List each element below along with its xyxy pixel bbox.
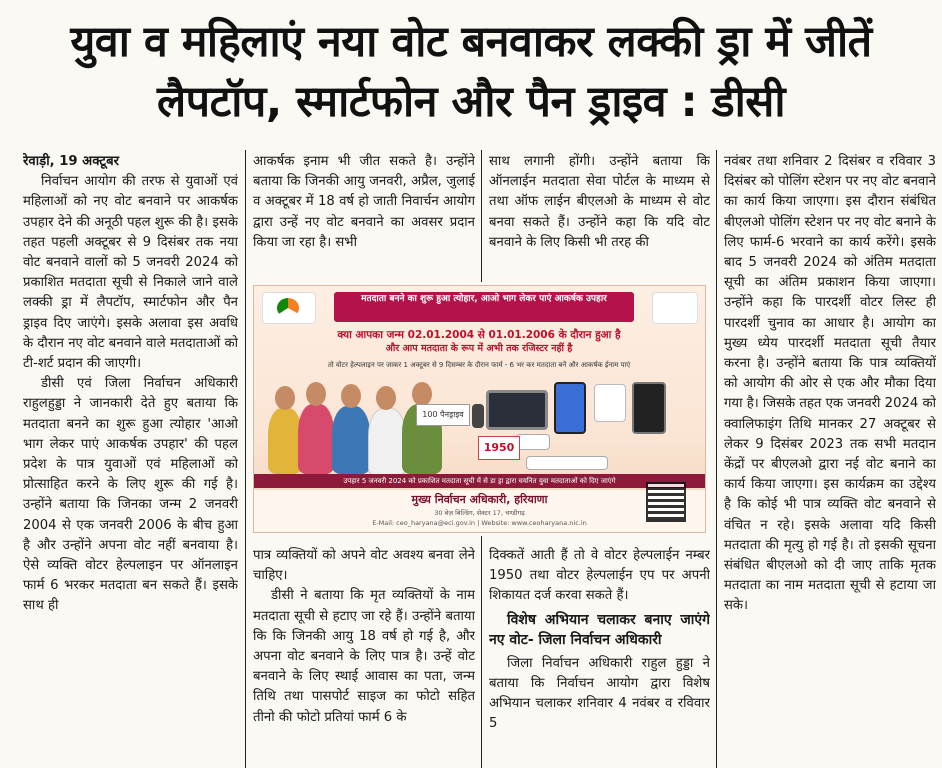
young-voters-photo bbox=[268, 378, 454, 474]
ad-footer bbox=[254, 490, 705, 532]
article-column-2-top bbox=[253, 152, 475, 280]
article-paragraph: साथ लगानी होंगी। उन्होंने बताया कि ऑनलाईन मतदाता सेवा पोर्टल के माध्यम से तथा ऑफ लाईन बीएलओ के माध्यम से वोट बनवा सकते हैं। उन्होंने कहा कि यदि वोट बनवाने के लिए किसी भी तरह की bbox=[489, 154, 710, 250]
phone-holder-icon bbox=[632, 382, 666, 434]
ad-footer-address: 30 बेज़ बिल्डिंग, सेक्टर 17, चण्डीगढ़ bbox=[434, 509, 525, 517]
ad-footer-title: मुख्य निर्वाचन अधिकारी, हरियाणा bbox=[411, 493, 548, 506]
column-rule bbox=[716, 150, 717, 768]
article-paragraph: निर्वाचन आयोग की तरफ से युवाओं एवं महिलाओं को नए वोट बनवाने पर आकर्षक उपहार देने की अनूठी पहल शुरू की है। इसके तहत पहली अक्टूबर से 9 दिसंबर तक नया वोट बनवाने वालों को 5 जनवरी 2024 को प्रकाशित मतदाता सूची से निकाले जाने वाले लक्की ड्रा में लैपटॉप, स्मार्टफोन और पैन ड्राइव दिए जाएंगे। इसके अलावा इस अवधि के दौरान नए वोट बनवाने वाले मतदाताओं को टी-शर्ट प्रदान की जाएगी। bbox=[23, 174, 238, 372]
article-column-3-top bbox=[489, 152, 710, 280]
article-column-1 bbox=[23, 152, 238, 768]
column-rule bbox=[481, 150, 482, 282]
column-rule bbox=[481, 536, 482, 768]
article-paragraph: जिला निर्वाचन अधिकारी राहुल हुड्डा ने बताया कि निर्वाचन आयोग द्वारा विशेष अभियान चलाकर शनिवार 4 नवंबर व रविवार 5 bbox=[489, 655, 710, 732]
election-commission-ad-image bbox=[253, 285, 706, 533]
tshirt-icon bbox=[594, 384, 626, 422]
prize-badge: 100 पैनड्राइव bbox=[416, 404, 470, 426]
article-paragraph: डीसी ने बताया कि मृत व्यक्तियों के नाम मतदाता सूची से हटाए जा रहे हैं। उन्होंने बताया कि कि जिनकी आयु 18 वर्ष हो गई है, और अपना वोट बनवाने के लिए पात्र है। उन्हें वोट बनवाने के लिए स्थाई आवास का पता, जन्म तिथि तथा पासपोर्ट साइज का फोटो सहित तीनो की फोटो प्रतियां फार्म 6 के bbox=[253, 588, 475, 725]
smartphone-icon bbox=[554, 382, 586, 434]
haryana-logo bbox=[652, 292, 698, 324]
article-paragraph: आकर्षक इनाम भी जीत सकते है। उन्होंने बताया कि जिनकी आयु जनवरी, अप्रैल, जुलाई व अक्टूबर में 18 वर्ष हो जाती निवार्चन आयोग द्वारा उन्हें नए वोट बनवाने का अवसर प्रदान किया जा रहा है। सभी bbox=[253, 154, 475, 250]
eci-logo bbox=[262, 292, 316, 324]
ad-subtext: तो वोटर हेल्पलाइन पर जाकर 1 अक्टूबर से 9 दिसम्बर के दौरान फार्म - 6 भर कर मतदाता बनें और आकर्षक ईनाम पाएं bbox=[327, 361, 631, 369]
headline-line-2: लैपटॉप, स्मार्टफोन और पैन ड्राइव : डीसी bbox=[157, 77, 785, 127]
ad-headline-line-1: क्या आपका जन्म 02.01.2004 से 01.01.2006 के दौरान हुआ है bbox=[337, 329, 621, 341]
helpline-number: 1950 bbox=[478, 436, 520, 460]
qr-code bbox=[646, 482, 686, 522]
ad-banner: मतदाता बनने का शुरू हुआ त्योहार, आओ भाग लेकर पाएं आकर्षक उपहार bbox=[334, 292, 634, 322]
ad-footer-strip: उपहार 5 जनवरी 2024 को प्रकाशित मतदाता सूची में से डा ड्रा द्वारा चयनित युवा मतदाताओं को दिए जाएंगे bbox=[254, 474, 705, 488]
article-paragraph: दिक्कतें आती हैं तो वे वोटर हेल्पलाईन नम्बर 1950 तथा वोटर हेल्पलाईन एप पर अपनी शिकायत दर्ज करवा सकते हैं। bbox=[489, 548, 710, 604]
article-paragraph: नवंबर तथा शनिवार 2 दिसंबर व रविवार 3 दिसंबर को पोलिंग स्टेशन पर नए वोट बनवाने का कार्य किया जाएगा। इस दौरान संबंधित बीएलओ पोलिंग स्टेशन पर नए वोट बनाने के लिए फार्म-6 भरवाने का कार्य करेंगे। इसके बाद 5 जनवरी 2024 को अंतिम मतदाता सूची का अंतिम प्रकाशन किया जाएगा। उन्होंने कहा कि पारदर्शी वोटर लिस्ट ही पारदर्शी चुनाव का आधार है। आयोग का मुख्य ध्येय पारदर्शी मतदाता सूची तैयार करना है। उन्होंने बताया कि पात्र व्यक्तियों को आयोग की ओर से एक और मौका दिया गया है। जिसके तहत एक जनवरी 2024 को क्वालिफाइंग तिथि मानकर 27 अक्टूबर से लेकर 9 दिसंबर 2023 तक सभी मतदान केंद्रों पर बीएलओ द्वारा नई वोट बनाने का कार्य किया जाएगा। इस कार्यक्रम का उद्देश्य है कि कोई भी पात्र व्यक्ति वोट बनवाने से वंचित न रहे। इसके अलावा यदि किसी मतदाता की मृत्यु हो गई है। तो इसकी सूचना संबंधित बीएलओ को दी जाए ताकि मृतक मतदाता का नाम मतदाता सूची से हटाया जा सके। bbox=[724, 154, 936, 614]
dateline: रेवाड़ी, 19 अक्टूबर bbox=[23, 154, 119, 169]
article-column-2-bottom bbox=[253, 546, 475, 768]
article-paragraph: पात्र व्यक्तियों को अपने वोट अवश्य बनवा लेने चाहिए। bbox=[253, 548, 475, 584]
article-paragraph: डीसी एवं जिला निर्वाचन अधिकारी राहुलहुड्डा ने जानकारी देते हुए बताया कि मतदाता बनने का शुरू हुआ त्योहार 'आओ भाग लेकर पाएं आकर्षक उपहार' की पहल प्रदेश के पात्र युवाओं एवं महिलाओं को प्रोत्साहित करने के लिए शुरू की गई है। उन्होंने बताया कि जिनका जन्म 2 जनवरी 2004 से एक जनवरी 2006 के बीच हुआ है और उन्होंने अपना वोट नहीं बनवाया है। ऐसे व्यक्ति वोटर हेल्पलाइन पर ऑनलाइन फार्म 6 भरकर मतदाता बन सकते हैं। इसके साथ ही bbox=[23, 376, 238, 614]
pendrive-icon bbox=[472, 404, 484, 428]
column-rule bbox=[245, 150, 246, 768]
headline-line-1: युवा व महिलाएं नया वोट बनवाकर लक्की ड्रा में जीतें bbox=[70, 17, 872, 67]
ad-headline-line-2: और आप मतदाता के रूप में अभी तक रजिस्टर नहीं है bbox=[385, 343, 573, 354]
voter-portal-icon bbox=[526, 456, 608, 470]
ad-headline bbox=[284, 328, 674, 356]
article-column-3-bottom bbox=[489, 546, 710, 768]
ad-footer-web: E-Mail: ceo_haryana@eci.gov.in | Website: www.ceoharyana.nic.in bbox=[372, 519, 587, 527]
laptop-icon bbox=[486, 390, 548, 430]
subheading: विशेष अभियान चलाकर बनाए जाएंगे नए वोट- जिला निर्वाचन अधिकारी bbox=[489, 611, 710, 649]
headline bbox=[0, 0, 942, 142]
voter-helpline-app-icon bbox=[516, 434, 550, 450]
article-column-4 bbox=[724, 152, 936, 768]
